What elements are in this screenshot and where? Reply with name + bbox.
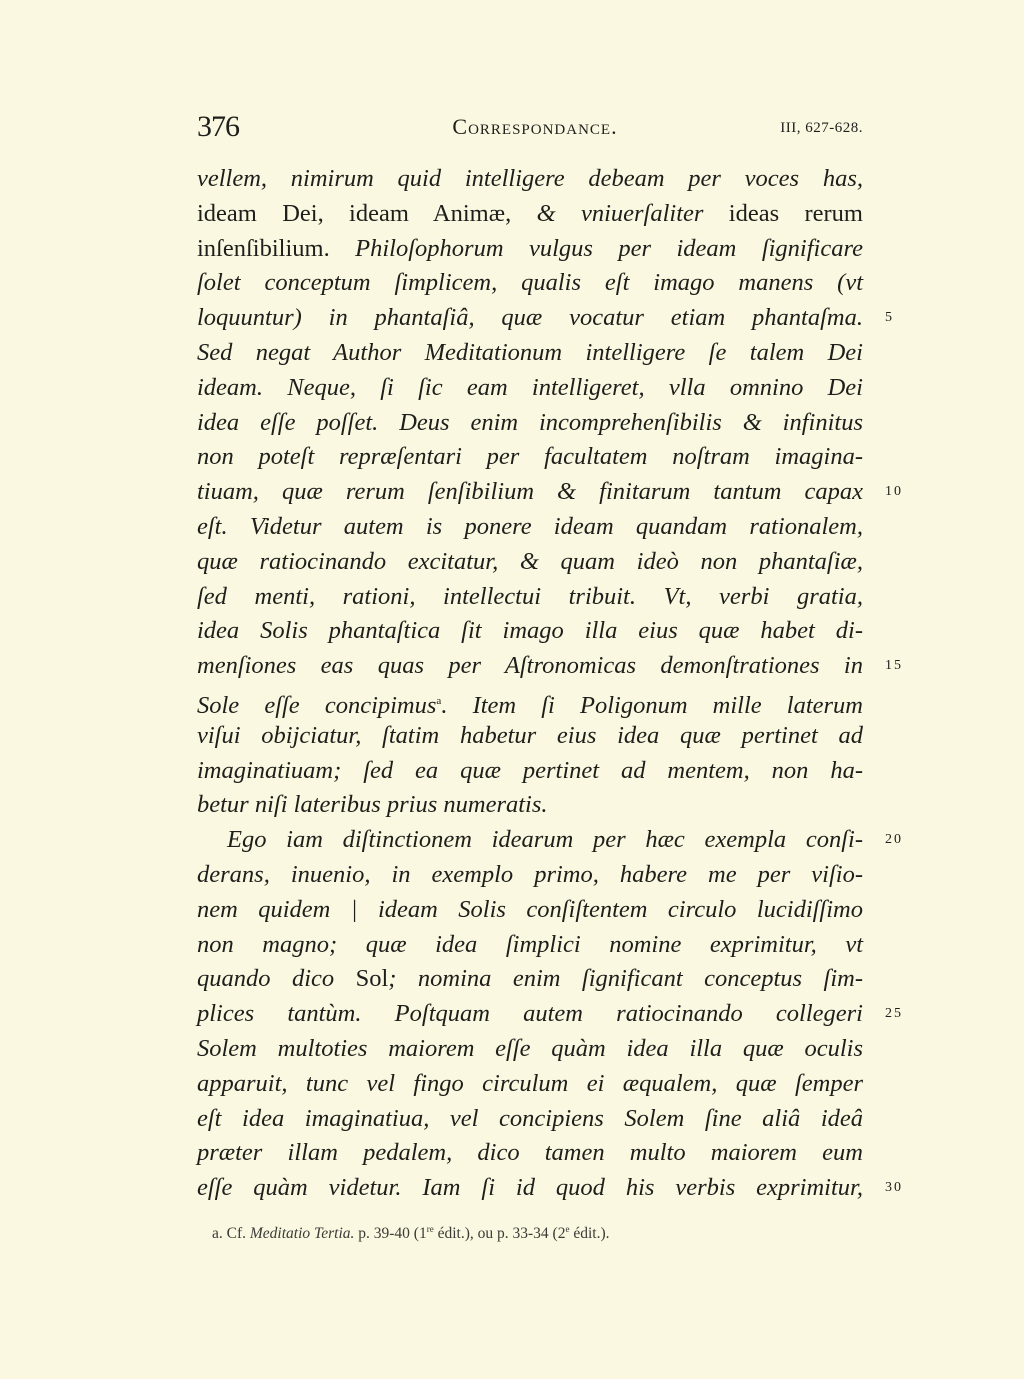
text-line [197,823,903,858]
text-line [197,336,863,371]
line-number: 5 [885,310,894,326]
text-line [197,962,863,997]
text-segment: Ego iam diſtinctionem idearum per hæc exempla conſi- [227,826,863,854]
text-segment: menſiones eas quas per Aſtronomicas demonſtrationes in [197,652,863,680]
text-line [197,301,894,336]
text-segment: inſenſibilium. [197,234,356,262]
text-line [197,649,903,684]
text-line [197,162,863,197]
text-line [197,475,903,510]
running-title: Correspondance. [452,114,618,139]
text-segment: Sole eſſe concipimus [197,691,437,719]
text-segment: plices tantùm. Poſtquam autem ratiocinando collegeri [197,1000,863,1028]
text-line [197,719,863,754]
text-line [197,545,863,580]
footnote-edition-second: édit.). [569,1225,610,1243]
text-segment: ideam. Neque, ſi ſic eam intelligeret, vlla omnino Dei [197,373,863,401]
text-segment: imaginatiuam; ſed ea quæ pertinet ad mentem, non ha- [197,756,863,784]
text-line [197,1136,863,1171]
text-line [197,1102,863,1137]
footnote [212,1224,609,1243]
running-header [197,110,863,150]
text-segment: idea Solis phantaſtica ſit imago illa eius quæ habet di- [197,617,863,645]
text-segment: ; nomina enim ſignificant conceptus ſim- [388,965,863,993]
text-segment: Solem multoties maiorem eſſe quàm idea illa quæ oculis [197,1034,863,1062]
text-line [197,1171,903,1206]
text-segment: Philoſophorum vulgus per ideam ſignificare [355,234,863,262]
text-segment: non poteſt repræſentari per facultatem noſtram imagina- [197,443,863,471]
text-line [197,997,903,1032]
text-segment: Sed negat Author Meditationum intelligere ſe talem Dei [197,338,863,366]
text-segment: derans, inuenio, in exemplo primo, habere me per viſio- [197,860,863,888]
line-number: 15 [885,658,903,674]
text-segment: ſolet conceptum ſimplicem, qualis eſt imago manens (vt [197,269,863,297]
footnote-reference: a [436,694,442,707]
body-text [197,162,903,1206]
footnote-sup-second: e [565,1224,570,1234]
text-segment: has, [822,165,863,192]
text-line [197,1032,863,1067]
text-segment: ideam Dei, ideam Animæ, [197,199,537,227]
text-line [197,893,863,928]
text-line [197,754,863,789]
text-segment: idea eſſe poſſet. Deus enim incomprehenſibilis & infinitus [197,408,863,436]
text-line [197,614,863,649]
footnote-work-title: Meditatio Tertia. [249,1225,355,1243]
page-number: 376 [197,110,239,143]
text-segment: viſui obijciatur, ſtatim habetur eius idea quæ pertinet ad [197,721,863,749]
text-segment: Sol [355,965,389,993]
footnote-cf: Cf. [226,1225,247,1243]
footnote-sup-first: re [426,1224,434,1234]
text-line [197,928,863,963]
line-number: 30 [885,1180,903,1196]
footnote-marker: a. [212,1225,223,1243]
text-line [197,580,863,615]
text-segment: betur niſi lateribus prius numeratis. [197,791,548,819]
text-line [197,232,863,267]
text-line [197,684,863,719]
line-number: 10 [885,484,903,500]
text-line [197,371,863,406]
text-line [197,858,863,893]
text-line [197,266,863,301]
text-segment: quando dico [197,965,356,993]
text-segment: præter illam pedalem, dico tamen multo maiorem eum [197,1139,863,1167]
text-segment: eſſe quàm videtur. Iam ſi id quod his verbis exprimitur, [197,1174,863,1202]
text-segment: & vniuerſaliter [536,199,704,227]
text-segment: vellem, nimirum quid intelligere debeam per voces [197,165,823,192]
text-segment: . Item ſi Poligonum mille laterum [441,691,864,719]
text-segment: nem quidem | ideam Solis conſiſtentem circulo lucidiſſimo [197,895,863,923]
text-line [197,788,863,823]
text-segment: ſed menti, rationi, intellectui tribuit. Vt, verbi gratia, [197,582,863,610]
text-segment: ideas rerum [703,199,863,227]
text-line [197,510,863,545]
text-segment: apparuit, tunc vel fingo circulum ei æqualem, quæ ſemper [197,1069,863,1097]
text-segment: loquuntur) in phantaſiâ, quæ vocatur etiam phantaſma. [197,304,863,332]
text-segment: quæ ratiocinando excitatur, & quam ideò non phantaſiæ, [197,547,863,575]
text-line [197,197,863,232]
text-segment: eſt idea imaginatiua, vel concipiens Solem ſine aliâ ideâ [197,1104,863,1132]
line-number: 25 [885,1006,903,1022]
text-segment: eſt. Videtur autem is ponere ideam quandam rationalem, [197,512,863,540]
footnote-pages-first: p. 39-40 (1 [358,1225,427,1243]
text-line [197,440,863,475]
line-number: 20 [885,832,903,848]
text-line [197,406,863,441]
text-segment: tiuam, quæ rerum ſenſibilium & finitarum tantum capax [197,478,863,506]
volume-reference: III, 627-628. [780,120,863,136]
text-line [197,1067,863,1102]
footnote-edition-first: édit.), ou p. 33-34 (2 [433,1225,566,1243]
text-segment: non magno; quæ idea ſimplici nomine exprimitur, vt [197,930,863,958]
